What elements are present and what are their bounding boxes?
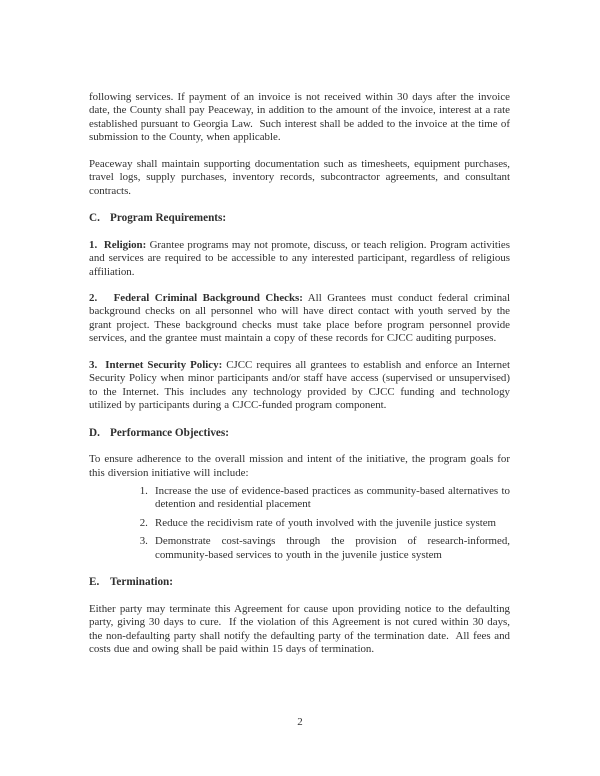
section-label: Termination: [110,576,173,589]
page-footer [0,712,600,730]
section-heading [89,576,510,589]
section-letter: D. [89,426,100,439]
objectives-list-item: 3. Demonstrate cost-savings through the provision of research-informed, community-based services to youth in the juvenile justice system [151,535,510,562]
section-label: Performance Objectives: [110,426,229,439]
paragraph: Peaceway shall maintain supporting documentation such as timesheets, equipment purchases, travel logs, supply purchases, inventory records, subcontractor agreements, and consultant contracts. [89,157,510,197]
section-label: Program Requirements: [110,212,227,225]
numbered-clause: 3. Internet Security Policy: CJCC requires all grantees to establish and enforce an Internet Security Policy when minor participants and/or staff have access (supervised or unsupervised) to the Internet. This includes any technology provided by CJCC funding and technology utilized by participants during a CJCC-funded program component. [89,358,510,412]
section-letter: E. [89,576,100,589]
document-body [89,91,510,657]
objectives-list-item: 2. Reduce the recidivism rate of youth involved with the juvenile justice system [151,517,510,530]
numbered-clause: 1. Religion: Grantee programs may not promote, discuss, or teach religion. Program activities and services are required to be accessible to any interested participant, regardless of religious affiliation. [89,238,510,278]
section-heading [89,212,510,225]
section-heading [89,427,510,440]
objectives-list [89,485,510,562]
page-number: 2 [297,716,303,728]
clause-lead: 1. Religion: [89,238,147,251]
paragraph: following services. If payment of an invoice is not received within 30 days after the invoice date, the County shall pay Peaceway, in addition to the amount of the invoice, interest at a rate established pursuant to Georgia Law. Such interest shall be added to the invoice at the time of submission to the County, when applicable. [89,91,510,144]
clause-lead: 2. Federal Criminal Background Checks: [89,291,303,304]
clause-lead: 3. Internet Security Policy: [89,358,223,371]
section-letter: C. [89,212,100,225]
paragraph: To ensure adherence to the overall mission and intent of the initiative, the program goals for this diversion initiative will include: [89,453,510,479]
numbered-clause: 2. Federal Criminal Background Checks: All Grantees must conduct federal criminal background checks on all personnel who will have direct contact with youth served by the grant project. These background checks must take place before program personnel provide services, and the grantee must maintain a copy of these records for CJCC auditing purposes. [89,291,511,345]
paragraph: Either party may terminate this Agreement for cause upon providing notice to the defaulting party, giving 30 days to cure. If the violation of this Agreement is not cured within 30 days, the non-defaulting party shall notify the defaulting party of the termination date. All fees and costs due and owing shall be paid within 15 days of termination. [89,602,510,656]
objectives-list-item: 1. Increase the use of evidence-based practices as community-based alternatives to detention and residential placement [151,485,510,512]
